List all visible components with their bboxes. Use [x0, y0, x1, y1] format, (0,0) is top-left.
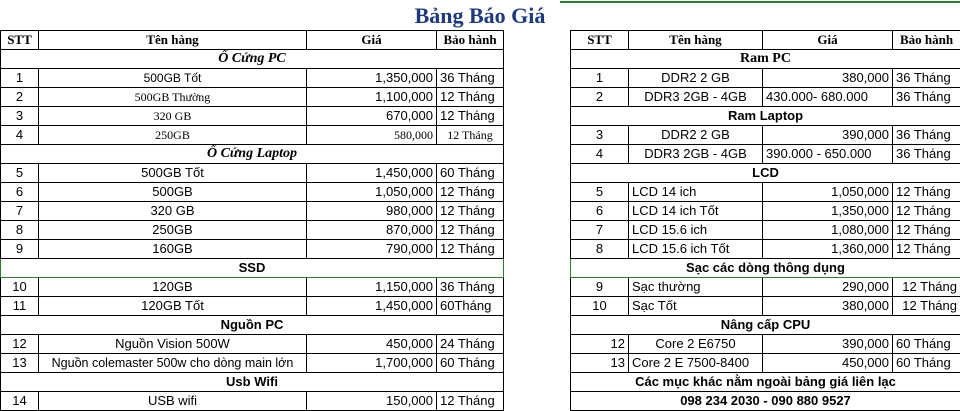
cell-name: DDR2 2 GB	[629, 126, 763, 145]
price-table-right	[570, 30, 960, 411]
cell-warranty: 36 Tháng	[893, 126, 960, 145]
table-row	[1, 164, 504, 183]
table-row	[571, 354, 960, 373]
table-row	[1, 88, 504, 107]
contact-note: Các mục khác nằm ngoài bảng giá liên lạc	[571, 373, 960, 392]
column-header-stt: STT	[1, 31, 39, 50]
table-row	[1, 202, 504, 221]
table-row	[1, 69, 504, 88]
cell-price: 1,150,000	[307, 278, 437, 297]
cell-price: 580,000	[307, 126, 437, 145]
cell-name: Sạc Tốt	[629, 297, 763, 316]
cell-stt: 10	[571, 297, 629, 316]
section-row	[1, 373, 504, 392]
cell-warranty: 12 Tháng	[437, 126, 504, 145]
cell-name: Nguồn Vision 500W	[39, 335, 307, 354]
cell-stt: 1	[571, 69, 629, 88]
section-row	[1, 50, 504, 69]
cell-name: DDR3 2GB - 4GB	[629, 145, 763, 164]
price-table-left	[0, 30, 504, 411]
cell-price: 790,000	[307, 240, 437, 259]
cell-stt: 10	[1, 278, 39, 297]
cell-warranty: 12 Tháng	[893, 278, 960, 297]
phone-row	[571, 392, 960, 411]
section-row	[571, 164, 960, 183]
cell-warranty: 12 Tháng	[437, 88, 504, 107]
table-row	[571, 202, 960, 221]
cell-name: 120GB	[39, 278, 307, 297]
cell-warranty: 60 Tháng	[437, 354, 504, 373]
cell-price: 1,080,000	[763, 221, 893, 240]
cell-warranty: 12 Tháng	[893, 202, 960, 221]
cell-warranty: 12 Tháng	[437, 202, 504, 221]
table-row	[571, 145, 960, 164]
cell-name: Nguồn colemaster 500w cho dòng main lớn	[39, 354, 307, 373]
cell-warranty: 12 Tháng	[437, 183, 504, 202]
section-title: LCD	[571, 164, 960, 183]
section-title: Ram PC	[571, 50, 960, 69]
table-row	[571, 297, 960, 316]
cell-stt: 5	[1, 164, 39, 183]
table-row	[1, 183, 504, 202]
table-row	[1, 278, 504, 297]
cell-warranty: 24 Tháng	[437, 335, 504, 354]
cell-price: 390,000	[763, 335, 893, 354]
cell-warranty: 12 Tháng	[893, 221, 960, 240]
cell-name: DDR2 2 GB	[629, 69, 763, 88]
cell-price: 430.000- 680.000	[763, 88, 893, 107]
cell-stt: 3	[1, 107, 39, 126]
cell-price: 1,700,000	[307, 354, 437, 373]
table-row	[571, 335, 960, 354]
cell-price: 1,360,000	[763, 240, 893, 259]
table-row	[1, 240, 504, 259]
cell-name: DDR3 2GB - 4GB	[629, 88, 763, 107]
cell-stt: 1	[1, 69, 39, 88]
cell-price: 290,000	[763, 278, 893, 297]
cell-stt: 5	[571, 183, 629, 202]
cell-price: 450,000	[763, 354, 893, 373]
cell-stt: 7	[571, 221, 629, 240]
cell-price: 380,000	[763, 297, 893, 316]
table-row	[571, 240, 960, 259]
column-header-price: Giá	[307, 31, 437, 50]
cell-name: 500GB	[39, 183, 307, 202]
section-title: Nguồn PC	[1, 316, 504, 335]
cell-price: 670,000	[307, 107, 437, 126]
table-row	[571, 278, 960, 297]
column-header-name: Tên hàng	[39, 31, 307, 50]
cell-name: 250GB	[39, 126, 307, 145]
cell-stt: 6	[1, 183, 39, 202]
cell-warranty: 36 Tháng	[893, 69, 960, 88]
cell-name: 500GB Thường	[39, 88, 307, 107]
section-row	[571, 259, 960, 278]
cell-stt: 6	[571, 202, 629, 221]
cell-warranty: 36 Tháng	[437, 69, 504, 88]
section-row	[1, 259, 504, 278]
cell-stt: 11	[1, 297, 39, 316]
cell-name: 120GB Tốt	[39, 297, 307, 316]
section-row	[571, 107, 960, 126]
table-row	[1, 107, 504, 126]
cell-stt: 2	[571, 88, 629, 107]
column-header-name: Tên hàng	[629, 31, 763, 50]
section-title: Ổ Cứng PC	[1, 50, 504, 69]
cell-stt: 9	[1, 240, 39, 259]
table-row	[571, 183, 960, 202]
section-title: Nâng cấp CPU	[571, 316, 960, 335]
cell-name: Core 2 E6750	[629, 335, 763, 354]
cell-warranty: 60 Tháng	[893, 335, 960, 354]
cell-stt: 8	[1, 221, 39, 240]
cell-price: 450,000	[307, 335, 437, 354]
table-row	[571, 126, 960, 145]
section-title: Ổ Cứng Laptop	[1, 145, 504, 164]
cell-stt: 12	[1, 335, 39, 354]
cell-stt: 8	[571, 240, 629, 259]
cell-name: LCD 14 ich Tốt	[629, 202, 763, 221]
cell-stt: 14	[1, 392, 39, 411]
cell-warranty: 60 Tháng	[437, 164, 504, 183]
cell-warranty: 12 Tháng	[437, 392, 504, 411]
cell-stt: 7	[1, 202, 39, 221]
cell-name: 500GB Tốt	[39, 164, 307, 183]
cell-name: 320 GB	[39, 107, 307, 126]
cell-stt: 13	[571, 354, 629, 373]
cell-name: LCD 15.6 ich Tốt	[629, 240, 763, 259]
table-row	[1, 392, 504, 411]
table-header	[571, 31, 960, 50]
cell-stt: 12	[571, 335, 629, 354]
cell-warranty: 12 Tháng	[893, 297, 960, 316]
table-row	[1, 221, 504, 240]
cell-warranty: 36 Tháng	[893, 88, 960, 107]
cell-warranty: 12 Tháng	[437, 107, 504, 126]
cell-warranty: 36 Tháng	[893, 145, 960, 164]
cell-name: 160GB	[39, 240, 307, 259]
cell-price: 1,050,000	[763, 183, 893, 202]
cell-warranty: 12 Tháng	[893, 183, 960, 202]
column-header-warranty: Bảo hành	[437, 31, 504, 50]
table-row	[571, 69, 960, 88]
note-row	[571, 373, 960, 392]
cell-price: 1,050,000	[307, 183, 437, 202]
cell-name: Core 2 E 7500-8400	[629, 354, 763, 373]
cell-name: 250GB	[39, 221, 307, 240]
cell-stt: 13	[1, 354, 39, 373]
cell-warranty: 60Tháng	[437, 297, 504, 316]
cell-stt: 3	[571, 126, 629, 145]
cell-price: 380,000	[763, 69, 893, 88]
page-title: Bảng Báo Giá	[0, 0, 960, 30]
table-row	[1, 335, 504, 354]
cell-price: 1,450,000	[307, 297, 437, 316]
cell-name: LCD 14 ich	[629, 183, 763, 202]
column-header-stt: STT	[571, 31, 629, 50]
table-header	[1, 31, 504, 50]
cell-price: 980,000	[307, 202, 437, 221]
table-row	[1, 126, 504, 145]
column-header-price: Giá	[763, 31, 893, 50]
section-title: Sạc các dòng thông dụng	[571, 259, 960, 278]
cell-name: 500GB Tốt	[39, 69, 307, 88]
cell-warranty: 60 Tháng	[893, 354, 960, 373]
cell-name: LCD 15.6 ich	[629, 221, 763, 240]
cell-warranty: 12 Tháng	[893, 240, 960, 259]
cell-price: 1,350,000	[307, 69, 437, 88]
section-row	[1, 316, 504, 335]
cell-price: 1,450,000	[307, 164, 437, 183]
section-title: SSD	[1, 259, 504, 278]
section-row	[571, 50, 960, 69]
cell-name: Sạc thường	[629, 278, 763, 297]
section-row	[1, 145, 504, 164]
table-row	[571, 221, 960, 240]
cell-price: 150,000	[307, 392, 437, 411]
cell-price: 390.000 - 650.000	[763, 145, 893, 164]
section-row	[571, 316, 960, 335]
cell-price: 1,350,000	[763, 202, 893, 221]
header-divider	[560, 1, 960, 3]
table-row	[1, 354, 504, 373]
cell-name: 320 GB	[39, 202, 307, 221]
cell-stt: 2	[1, 88, 39, 107]
cell-stt: 4	[1, 126, 39, 145]
cell-price: 870,000	[307, 221, 437, 240]
column-header-warranty: Bảo hành	[893, 31, 960, 50]
cell-warranty: 12 Tháng	[437, 221, 504, 240]
cell-warranty: 36 Tháng	[437, 278, 504, 297]
table-row	[1, 297, 504, 316]
table-row	[571, 88, 960, 107]
cell-name: USB wifi	[39, 392, 307, 411]
cell-stt: 9	[571, 278, 629, 297]
contact-phone: 098 234 2030 - 090 880 9527	[571, 392, 960, 411]
section-title: Usb Wifi	[1, 373, 504, 392]
section-title: Ram Laptop	[571, 107, 960, 126]
cell-stt: 4	[571, 145, 629, 164]
cell-price: 390,000	[763, 126, 893, 145]
cell-warranty: 12 Tháng	[437, 240, 504, 259]
cell-price: 1,100,000	[307, 88, 437, 107]
